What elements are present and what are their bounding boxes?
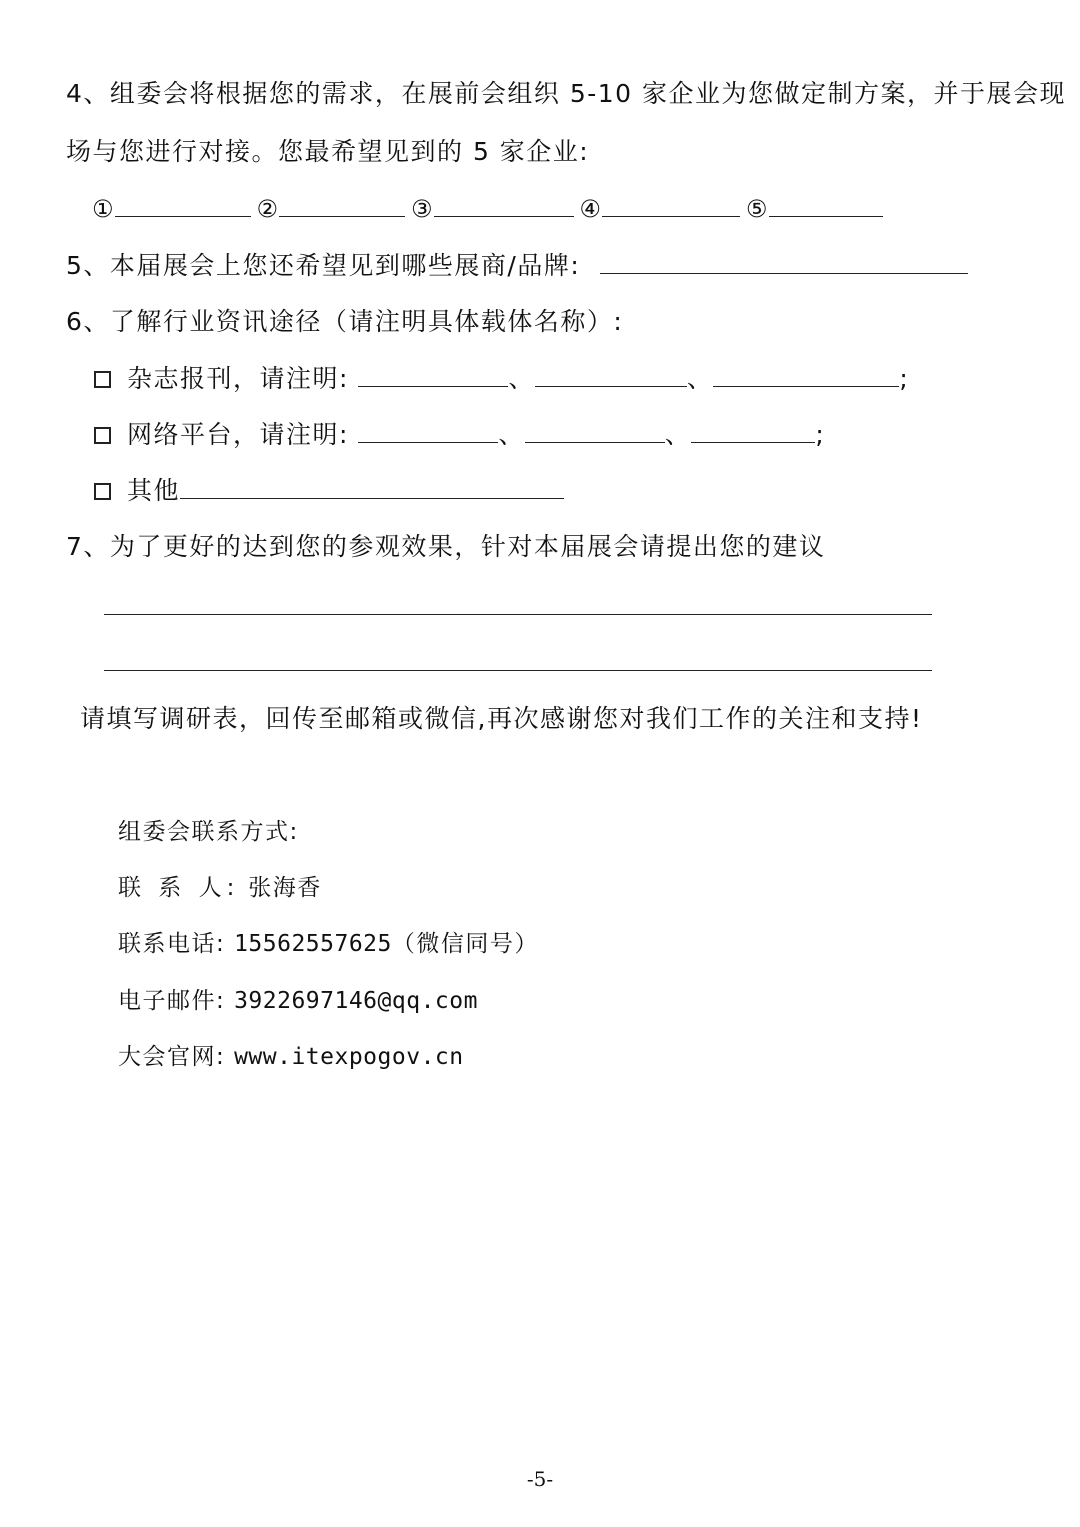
magazine-blank-3[interactable] <box>713 362 899 387</box>
separator: 、 <box>686 364 714 393</box>
online-label: 网络平台，请注明: <box>127 420 349 449</box>
contact-email-value[interactable]: 3922697146@qq.com <box>234 988 478 1014</box>
contact-person-value: 张海香 <box>248 875 322 901</box>
choice-marker-4: ④ <box>579 195 603 223</box>
other-label: 其他 <box>127 476 181 505</box>
company-blank-5[interactable] <box>769 192 883 217</box>
question-5 <box>66 249 968 283</box>
choice-marker-5: ⑤ <box>745 195 769 223</box>
other-blank[interactable] <box>180 474 564 499</box>
choice-marker-1: ① <box>92 195 116 223</box>
company-blank-3[interactable] <box>434 192 574 217</box>
magazine-label: 杂志报刊，请注明: <box>127 364 349 393</box>
separator: 、 <box>498 420 525 449</box>
contact-email <box>118 984 478 1018</box>
magazine-checkbox[interactable] <box>94 371 111 388</box>
contact-email-label: 电子邮件: <box>118 988 226 1014</box>
question-5-text: 5、本届展会上您还希望见到哪些展商/品牌: <box>66 251 581 280</box>
separator: 、 <box>664 420 692 449</box>
choice-marker-2: ② <box>256 195 280 223</box>
contact-person <box>118 871 322 905</box>
contact-phone-value: 15562557625 <box>234 931 392 957</box>
end-mark: ; <box>899 364 910 393</box>
company-blank-2[interactable] <box>279 192 405 217</box>
exhibitor-brand-blank[interactable] <box>600 249 968 274</box>
online-blank-2[interactable] <box>525 418 665 443</box>
company-blank-4[interactable] <box>602 192 740 217</box>
contact-heading: 组委会联系方式: <box>118 819 299 845</box>
closing-note: 请填写调研表，回传至邮箱或微信,再次感谢您对我们工作的关注和支持! <box>80 704 923 733</box>
suggestion-line-1[interactable] <box>104 614 932 615</box>
company-choices <box>92 192 883 226</box>
magazine-blank-1[interactable] <box>358 362 508 387</box>
option-online <box>94 418 825 452</box>
suggestion-line-2[interactable] <box>104 670 932 671</box>
contact-website-label: 大会官网: <box>118 1044 226 1070</box>
choice-marker-3: ③ <box>410 195 434 223</box>
question-7-text: 7、为了更好的达到您的参观效果，针对本届展会请提出您的建议 <box>66 532 826 561</box>
option-magazine <box>94 362 909 396</box>
page-number: -5- <box>526 1467 554 1491</box>
online-checkbox[interactable] <box>94 427 111 444</box>
question-4-line-2: 场与您进行对接。您最希望见到的 5 家企业: <box>66 137 590 166</box>
contact-phone-label: 联系电话: <box>118 931 226 957</box>
separator: 、 <box>508 364 535 393</box>
online-blank-1[interactable] <box>358 418 498 443</box>
question-4-line-1: 4、组委会将根据您的需求，在展前会组织 5-10 家企业为您做定制方案，并于展会现 <box>66 79 1067 108</box>
online-blank-3[interactable] <box>691 418 815 443</box>
contact-phone-note: （微信同号） <box>391 931 539 957</box>
end-mark: ; <box>815 420 826 449</box>
contact-website-value[interactable]: www.itexpogov.cn <box>234 1044 464 1070</box>
contact-phone <box>118 927 539 961</box>
option-other <box>94 474 564 508</box>
contact-person-label: 联 系 人: <box>118 875 240 901</box>
question-6-text: 6、了解行业资讯途径（请注明具体载体名称）: <box>66 307 624 336</box>
other-checkbox[interactable] <box>94 483 111 500</box>
contact-website <box>118 1040 464 1074</box>
magazine-blank-2[interactable] <box>535 362 687 387</box>
company-blank-1[interactable] <box>115 192 251 217</box>
